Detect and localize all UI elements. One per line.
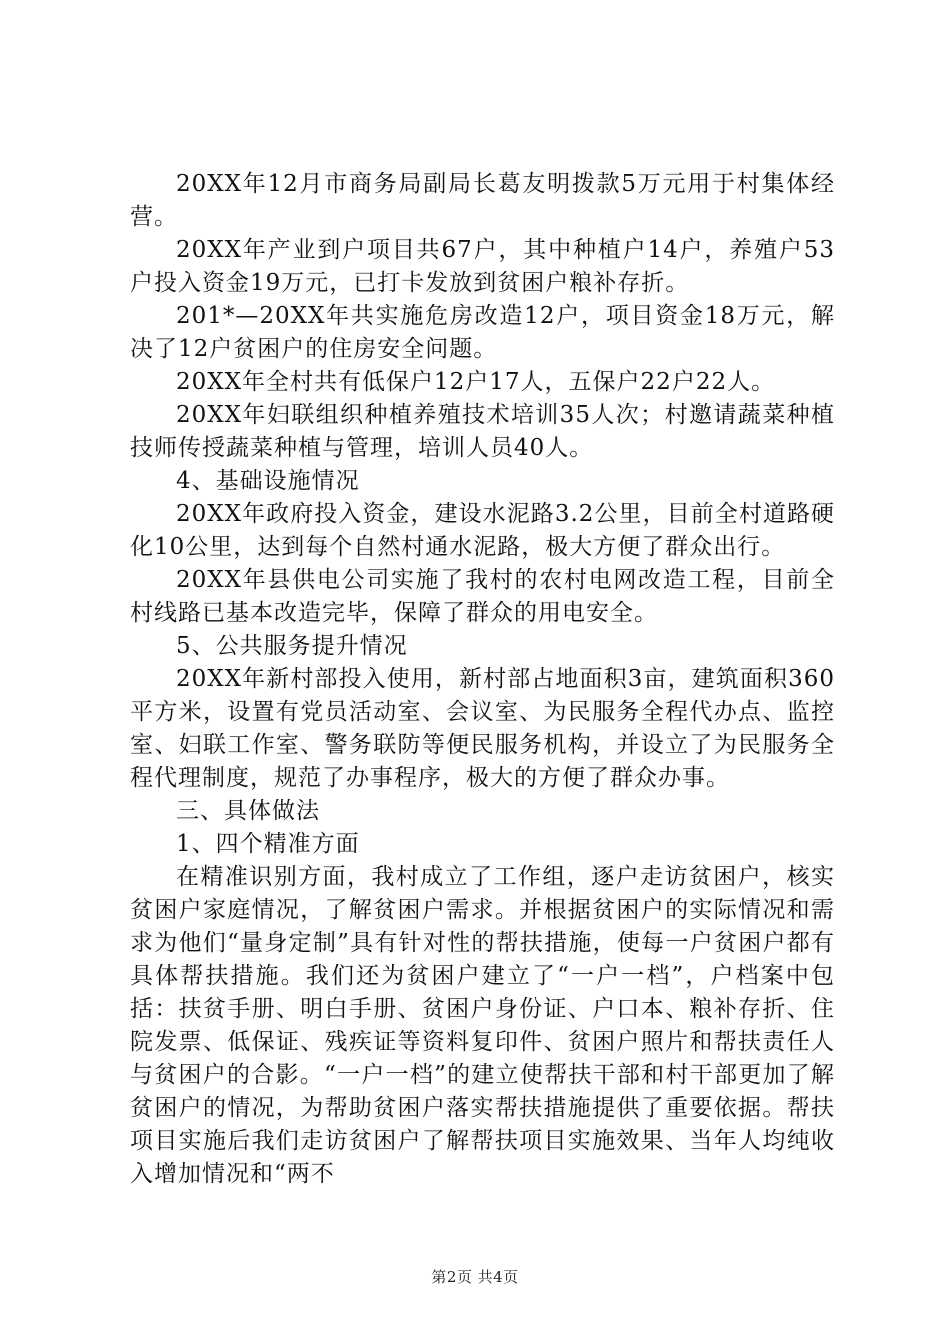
paragraph-skills-training: 20XX年妇联组织种植养殖技术培训35人次；村邀请蔬菜种植技师传授蔬菜种植与管理，培训人员40人。 xyxy=(130,402,835,461)
paragraph-industry-projects: 20XX年产业到户项目共67户，其中种植户14户，养殖户53户投入资金19万元，已打卡发放到贫困户粮补存折。 xyxy=(130,237,835,296)
paragraph-commerce-funding: 20XX年12月市商务局副局长葛友明拨款5万元用于村集体经营。 xyxy=(130,171,835,230)
page-footer: 第2页 共4页 xyxy=(431,1268,519,1286)
paragraph-low-income-households: 20XX年全村共有低保户12户17人，五保户22户22人。 xyxy=(176,369,776,395)
paragraph-village-office: 20XX年新村部投入使用，新村部占地面积3亩，建筑面积360平方米，设置有党员活动室、会议室、为民服务全程代办点、监控室、妇联工作室、警务联防等便民服务机构，并设立了为民服务全程代理制度，规范了办事程序，极大的方便了群众办事。 xyxy=(130,666,835,791)
paragraph-power-grid: 20XX年县供电公司实施了我村的农村电网改造工程，目前全村线路已基本改造完毕，保障了群众的用电安全。 xyxy=(130,567,835,626)
heading-specific-practices: 三、具体做法 xyxy=(176,798,320,824)
paragraph-road-construction: 20XX年政府投入资金，建设水泥路3.2公里，目前全村道路硬化10公里，达到每个自然村通水泥路，极大方便了群众出行。 xyxy=(130,501,835,560)
paragraph-housing-renovation: 201*—20XX年共实施危房改造12户，项目资金18万元，解决了12户贫困户的住房安全问题。 xyxy=(130,303,835,362)
heading-public-services: 5、公共服务提升情况 xyxy=(176,633,408,659)
heading-infrastructure: 4、基础设施情况 xyxy=(176,468,360,494)
document-body xyxy=(130,168,835,1191)
paragraph-precise-identification: 在精准识别方面，我村成立了工作组，逐户走访贫困户，核实贫困户家庭情况，了解贫困户需求。并根据贫困户的实际情况和需求为他们“量身定制”具有针对性的帮扶措施，使每一户贫困户都有具体帮扶措施。我们还为贫困户建立了“一户一档”，户档案中包括：扶贫手册、明白手册、贫困户身份证、户口本、粮补存折、住院发票、低保证、残疾证等资料复印件、贫困户照片和帮扶责任人与贫困户的合影。“一户一档”的建立使帮扶干部和村干部更加了解贫困户的情况，为帮助贫困户落实帮扶措施提供了重要依据。帮扶项目实施后我们走访贫困户了解帮扶项目实施效果、当年人均纯收入增加情况和“两不 xyxy=(130,864,835,1187)
heading-four-precision: 1、四个精准方面 xyxy=(176,831,360,857)
